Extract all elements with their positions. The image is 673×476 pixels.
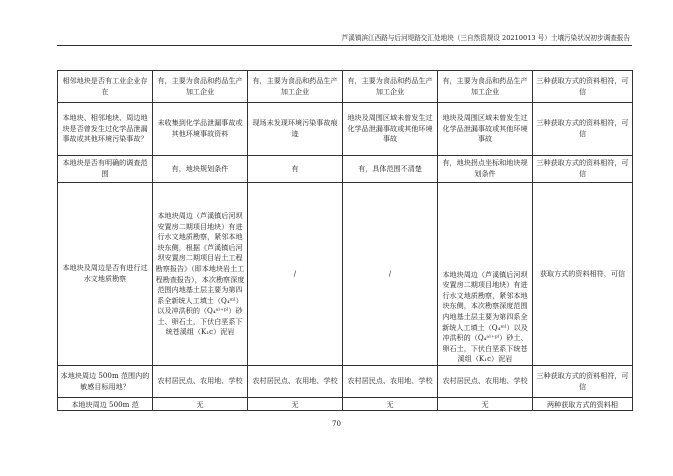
survey-table: [57, 70, 633, 411]
row-conclusion: 三种获取方式的资料相符，可信: [533, 366, 633, 398]
table-cell: 无: [153, 398, 248, 411]
row-question: 本地块是否有明确的调查范围: [58, 156, 153, 183]
row-question: 相邻地块是否有工业企业存在: [58, 71, 153, 103]
table-cell: /: [343, 183, 438, 366]
row-conclusion: 两种获取方式的资料相: [533, 398, 633, 411]
table-row: [58, 366, 633, 398]
table-row: [58, 183, 633, 366]
table-cell: 无: [438, 398, 533, 411]
row-question: 本地块及周边是否有进行过水文地质勘察: [58, 183, 153, 366]
table-cell: 地块及周围区域未曾发生过化学品泄漏事故或其他环境事故: [343, 103, 438, 156]
table-cell: 本地块周边（芦溪镇后河坝安置房二期项目地块）有进行水文地质勘察，紧邻本地块东侧，根据《芦溪镇后河坝安置房二期项目岩土工程勘察报告》（即本地块岩土工程勘查报告），本次勘察深度范围内地基土层主要为第四系全新统人工填土（Q₄ᵐˡ）以及冲洪积的（Q₄ᵃˡ⁺ᵖˡ）砂土、卵石土，下伏白垩系下统苍溪组（K₁c）泥岩: [153, 183, 248, 366]
table-row: [58, 156, 633, 183]
table-row: [58, 71, 633, 103]
table-cell: 无: [248, 398, 343, 411]
table-cell: 有，具体范围不清楚: [343, 156, 438, 183]
table-cell: 无: [343, 398, 438, 411]
table-cell: 农村居民点、农用地、学校: [153, 366, 248, 398]
table-cell: 本地块周边（芦溪镇后河坝安置房二期项目地块）有进行水文地质勘察，紧邻本地块东侧，本次勘察深度范围内地基土层主要为第四系全新统人工填土（Q₄ᵐˡ）以及冲洪积的（Q₄ᵃˡ⁺ᵖˡ）砂土、卵石土，下伏白垩系下统苍溪组（K₁c）泥岩: [438, 183, 533, 366]
row-question: 本地块周边 500m 范: [58, 398, 153, 411]
table-cell: /: [248, 183, 343, 366]
row-question: 本地块周边 500m 范围内的敏感目标用地？: [58, 366, 153, 398]
table-row: [58, 103, 633, 156]
table-cell: 地块及周围区域未曾发生过化学品泄漏事故或其他环境事故: [438, 103, 533, 156]
page-header: 芦溪镇滨江西路与后河堤路交汇处地块（三自然资规设 20210013 号）土壤污染状况初步调查报告: [341, 34, 630, 42]
table-cell: 有，主要为食品和药品生产加工企业: [248, 71, 343, 103]
table-cell: 现场未发现环境污染事故痕迹: [248, 103, 343, 156]
row-conclusion: 三种获取方式的资料相符，可信: [533, 103, 633, 156]
table-cell: 农村居民点、农用地、学校: [438, 366, 533, 398]
table-cell: 有: [248, 156, 343, 183]
page-number: 70: [332, 420, 341, 428]
header-rule: [57, 45, 632, 46]
table-cell: 农村居民点、农用地、学校: [248, 366, 343, 398]
row-conclusion: 获取方式的资料相符，可信: [533, 183, 633, 366]
row-conclusion: 三种获取方式的资料相符，可信: [533, 71, 633, 103]
table-cell: 农村居民点、农用地、学校: [343, 366, 438, 398]
row-question: 本地块、相邻地块、周边地块是否曾发生过化学品泄漏事故或其他环境污染事故？: [58, 103, 153, 156]
table-cell: 有，主要为食品和药品生产加工企业: [438, 71, 533, 103]
table-cell: 未收集到化学品泄漏事故或其他环境事故资料: [153, 103, 248, 156]
table-cell: 有，地块规划条件: [153, 156, 248, 183]
table-row: [58, 398, 633, 411]
table-cell: 有，主要为食品和药品生产加工企业: [153, 71, 248, 103]
table-cell: 有，主要为食品和药品生产加工企业: [343, 71, 438, 103]
row-conclusion: 三种获取方式的资料相符，可信: [533, 156, 633, 183]
table-cell: 有，地块拐点坐标和地块规划条件: [438, 156, 533, 183]
